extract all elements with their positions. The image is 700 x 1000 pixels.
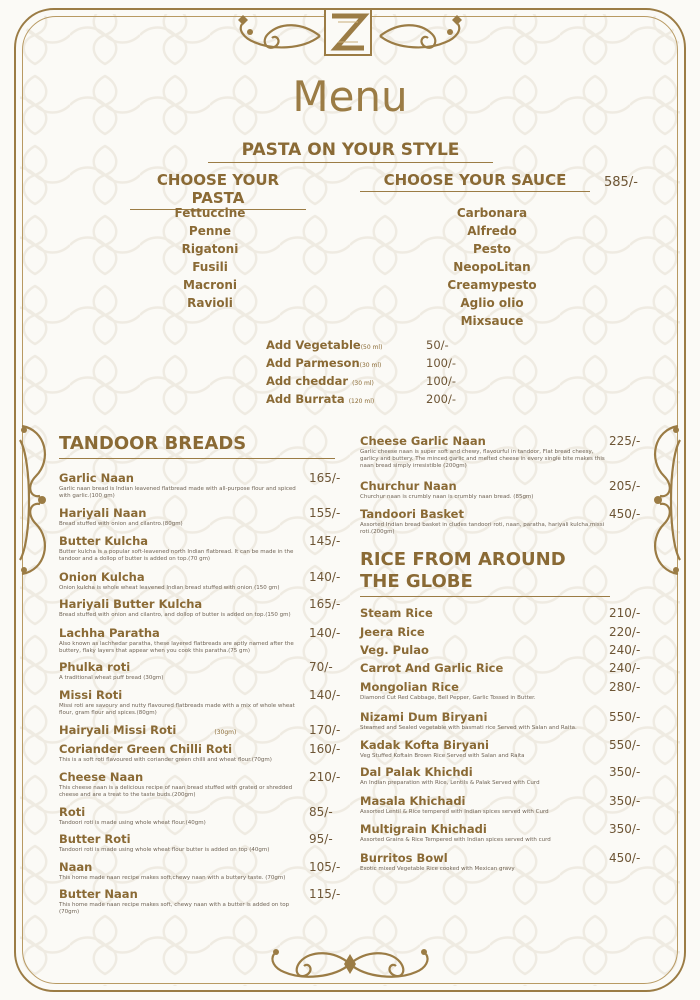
item-description: Churchur naan is crumbly naan is crumbly naan bread. (85gm) [360, 494, 534, 500]
pasta-price: 585/- [604, 175, 638, 190]
addon-qty: (50 ml) [360, 344, 383, 351]
item-name: Roti [59, 805, 86, 819]
sauce-list [432, 204, 552, 330]
item-name: Missi Roti [59, 688, 123, 702]
item-name: Hariyali Butter Kulcha [59, 597, 203, 611]
sauce-option: NeopoLitan [453, 260, 531, 274]
item-price: 115/- [309, 887, 341, 901]
item-price: 450/- [609, 507, 641, 521]
menu-item [59, 832, 333, 854]
brand-logo [324, 8, 372, 56]
menu-item [360, 434, 641, 470]
item-price: 280/- [609, 680, 641, 694]
item-name: Butter Kulcha [59, 534, 149, 548]
item-price: 140/- [309, 688, 341, 702]
item-price: 550/- [609, 710, 641, 724]
item-description: Tandoori roti is made using whole wheat flour.(40gm) [59, 820, 206, 826]
sauce-option: Creamypesto [447, 278, 537, 292]
menu-title: Menu [292, 72, 408, 121]
item-description: An Indian preparation with Rice, Lentils & Palak Served with Curd [360, 780, 540, 786]
menu-item [360, 479, 641, 501]
menu-item [360, 625, 641, 639]
item-name: Jeera Rice [360, 625, 425, 639]
item-price: 105/- [309, 860, 341, 874]
addon-qty: (30 ml) [352, 380, 374, 387]
item-description: Exotic mixed Vegetable Rice cooked with Mexican gravy [360, 866, 515, 872]
tandoor-section-title: TANDOOR BREADS [59, 433, 335, 459]
addon-name: Add cheddar (30 ml) [266, 374, 374, 388]
pasta-option: Penne [188, 224, 232, 238]
pasta-option: Rigatoni [181, 242, 239, 256]
item-price: 85/- [309, 805, 333, 819]
item-name: Kadak Kofta Biryani [360, 738, 489, 752]
menu-item [59, 471, 341, 500]
menu-item [59, 805, 333, 827]
menu-item [59, 660, 333, 682]
menu-item [360, 606, 641, 620]
menu-item [360, 738, 641, 760]
menu-item [59, 626, 341, 655]
item-name: Hairyali Missi Roti (30gm) [59, 723, 237, 737]
item-description: This home made naan recipe makes soft,chewy naan with a buttery taste. (70gm) [59, 875, 286, 881]
item-description: Bread stuffed with onion and cilantro.(80gm) [59, 521, 183, 527]
addon-price: 100/- [426, 356, 456, 370]
item-description: This is a soft roti flavoured with coriander green chilli and wheat flour.(70gm) [59, 757, 272, 763]
rice-section-title [360, 549, 610, 597]
item-name: Hariyali Naan [59, 506, 147, 520]
item-description: This cheese naan is a delicious recipe of naan bread stuffed with grated or shredded cheese and are a treat to the taste buds.(200gm) [59, 785, 293, 798]
addon-name: Add Parmeson(30 ml) [266, 356, 382, 370]
sauce-option: Pesto [472, 242, 512, 256]
item-description: Bread stuffed with onion and cilantro, and dollop of butter is added on top.(150 gm) [59, 612, 291, 618]
item-name: Masala Khichadi [360, 794, 466, 808]
menu-item [59, 534, 341, 563]
item-price: 220/- [609, 625, 641, 639]
item-price: 95/- [309, 832, 333, 846]
item-name: Onion Kulcha [59, 570, 145, 584]
item-description: Assorted Indian bread basket in cludes tandoori roti, naan, paratha, hariyali kulcha,missi roti.(200gm) [360, 522, 605, 535]
menu-item [360, 822, 641, 844]
pasta-option: Ravioli [187, 296, 233, 310]
item-price: 350/- [609, 822, 641, 836]
item-description: A traditional wheat puff bread (30gm) [59, 675, 164, 681]
item-price: 210/- [609, 606, 641, 620]
right-scroll-ornament [642, 420, 688, 580]
sauce-option: Aglio olio [460, 296, 524, 310]
menu-item [360, 794, 641, 816]
item-price: 70/- [309, 660, 333, 674]
pasta-list [150, 204, 270, 312]
addon-qty: (120 ml) [348, 398, 375, 405]
item-name: Carrot And Garlic Rice [360, 661, 504, 675]
item-description: Assorted Lentil & Rice tempered with Indian spices served with Curd [360, 809, 549, 815]
addon-price: 50/- [426, 338, 449, 352]
item-name: Coriander Green Chilli Roti [59, 742, 233, 756]
menu-item [59, 770, 341, 799]
item-price: 210/- [309, 770, 341, 784]
bottom-scroll-ornament [262, 944, 438, 990]
menu-item [360, 643, 641, 657]
rice-title-line1: RICE FROM AROUND [360, 549, 566, 570]
menu-item [59, 887, 341, 916]
menu-item [360, 507, 641, 536]
menu-item [360, 851, 641, 873]
item-name: Phulka roti [59, 660, 131, 674]
item-price: 205/- [609, 479, 641, 493]
item-name: Butter Naan [59, 887, 138, 901]
item-price: 155/- [309, 506, 341, 520]
sauce-option: Alfredo [467, 224, 517, 238]
left-scroll-ornament [12, 420, 58, 580]
rice-title-line2: THE GLOBE [360, 571, 473, 592]
item-description: Garlic naan bread is Indian leavened flatbread made with all-purpose flour and spiced with garlic.(100 gm) [59, 486, 296, 499]
item-name: Butter Roti [59, 832, 131, 846]
menu-item [59, 860, 341, 882]
addon-name: Add Vegetable(50 ml) [266, 338, 383, 352]
item-description: This home made naan recipe makes soft, chewy naan with a butter is added on top (70gm) [59, 902, 290, 915]
addon-name: Add Burrata (120 ml) [266, 392, 375, 406]
item-price: 165/- [309, 471, 341, 485]
item-description: Diamond Cut Red Cabbage, Bell Pepper, Garlic Tossed in Butter. [360, 695, 536, 701]
pasta-option: Fusili [192, 260, 228, 274]
item-name: Lachha Paratha [59, 626, 160, 640]
item-price: 350/- [609, 794, 641, 808]
item-price: 550/- [609, 738, 641, 752]
item-name: Steam Rice [360, 606, 433, 620]
pasta-option: Fettuccine [174, 206, 246, 220]
pasta-section-title: PASTA ON YOUR STYLE [208, 140, 493, 163]
item-name: Dal Palak Khichdi [360, 765, 473, 779]
item-price: 165/- [309, 597, 341, 611]
item-description: Garlic cheese naan is super soft and chewy, flavourful in tandoor, Flat bread cheesy, garlicy and buttery. The minced garlic and melted cheese in every single bite makes this naan bread simply irresistible (200gm) [360, 449, 605, 469]
item-price: 225/- [609, 434, 641, 448]
item-name: Veg. Pulao [360, 643, 429, 657]
addon-price: 100/- [426, 374, 456, 388]
item-price: 450/- [609, 851, 641, 865]
item-price: 145/- [309, 534, 341, 548]
menu-item [360, 765, 641, 787]
item-description: Steamed and Sealed vegetable with basmati rice Served with Salan and Raita. [360, 725, 577, 731]
item-name: Tandoori Basket [360, 507, 464, 521]
pasta-option: Macroni [183, 278, 237, 292]
item-name: Garlic Naan [59, 471, 134, 485]
item-price: 160/- [309, 742, 341, 756]
item-name: Cheese Naan [59, 770, 144, 784]
menu-item [59, 597, 341, 619]
item-price: 350/- [609, 765, 641, 779]
item-name: Mongolian Rice [360, 680, 459, 694]
item-description: Also known as lachhedar paratha, these layered flatbreads are aptly named after the buttery, flaky layers that appear when you cook this paratha.(75 gm) [59, 641, 294, 654]
item-price: 140/- [309, 570, 341, 584]
menu-item [59, 506, 341, 528]
item-price: 140/- [309, 626, 341, 640]
item-description: Onion kulcha is whole wheat leavened Indian bread stuffed with onion (150 gm) [59, 585, 280, 591]
item-description: Butter kulcha is a popular soft-leavened north Indian flatbread. It can be made in the tandoor and a dollop of butter is added on top.(70 gm) [59, 549, 294, 562]
item-price: 170/- [309, 723, 341, 737]
addon-qty: (30 ml) [359, 362, 382, 369]
item-name: Naan [59, 860, 93, 874]
menu-item [360, 680, 641, 702]
choose-sauce-heading: CHOOSE YOUR SAUCE [360, 171, 590, 192]
item-name: Nizami Dum Biryani [360, 710, 488, 724]
menu-item [360, 710, 641, 732]
item-price: 240/- [609, 661, 641, 675]
item-unit: (30gm) [214, 729, 237, 736]
item-description: Tandoori roti is made using whole wheat flour butter is added on top (40gm) [59, 847, 270, 853]
item-name: Cheese Garlic Naan [360, 434, 486, 448]
menu-item [59, 570, 341, 592]
sauce-option: Carbonara [456, 206, 528, 220]
choose-pasta-heading: CHOOSE YOUR PASTA [130, 171, 306, 210]
addon-price: 200/- [426, 392, 456, 406]
item-name: Churchur Naan [360, 479, 457, 493]
menu-item [59, 723, 341, 737]
item-price: 240/- [609, 643, 641, 657]
item-name: Multigrain Khichadi [360, 822, 487, 836]
sauce-option: Mixsauce [460, 314, 524, 328]
item-description: Veg Stuffed Koftain Brown Rice Served with Salan and Raita [360, 753, 525, 759]
item-description: Missi roti are savoury and nutty flavoured flatbreads made with a mix of whole wheat flour, gram flour and spices.(80gm) [59, 703, 295, 716]
menu-item [59, 742, 341, 764]
item-name: Burritos Bowl [360, 851, 448, 865]
item-description: Assorted Grains & Rice Tempered with Indian spices served with curd [360, 837, 551, 843]
menu-item [360, 661, 641, 675]
menu-item [59, 688, 341, 717]
